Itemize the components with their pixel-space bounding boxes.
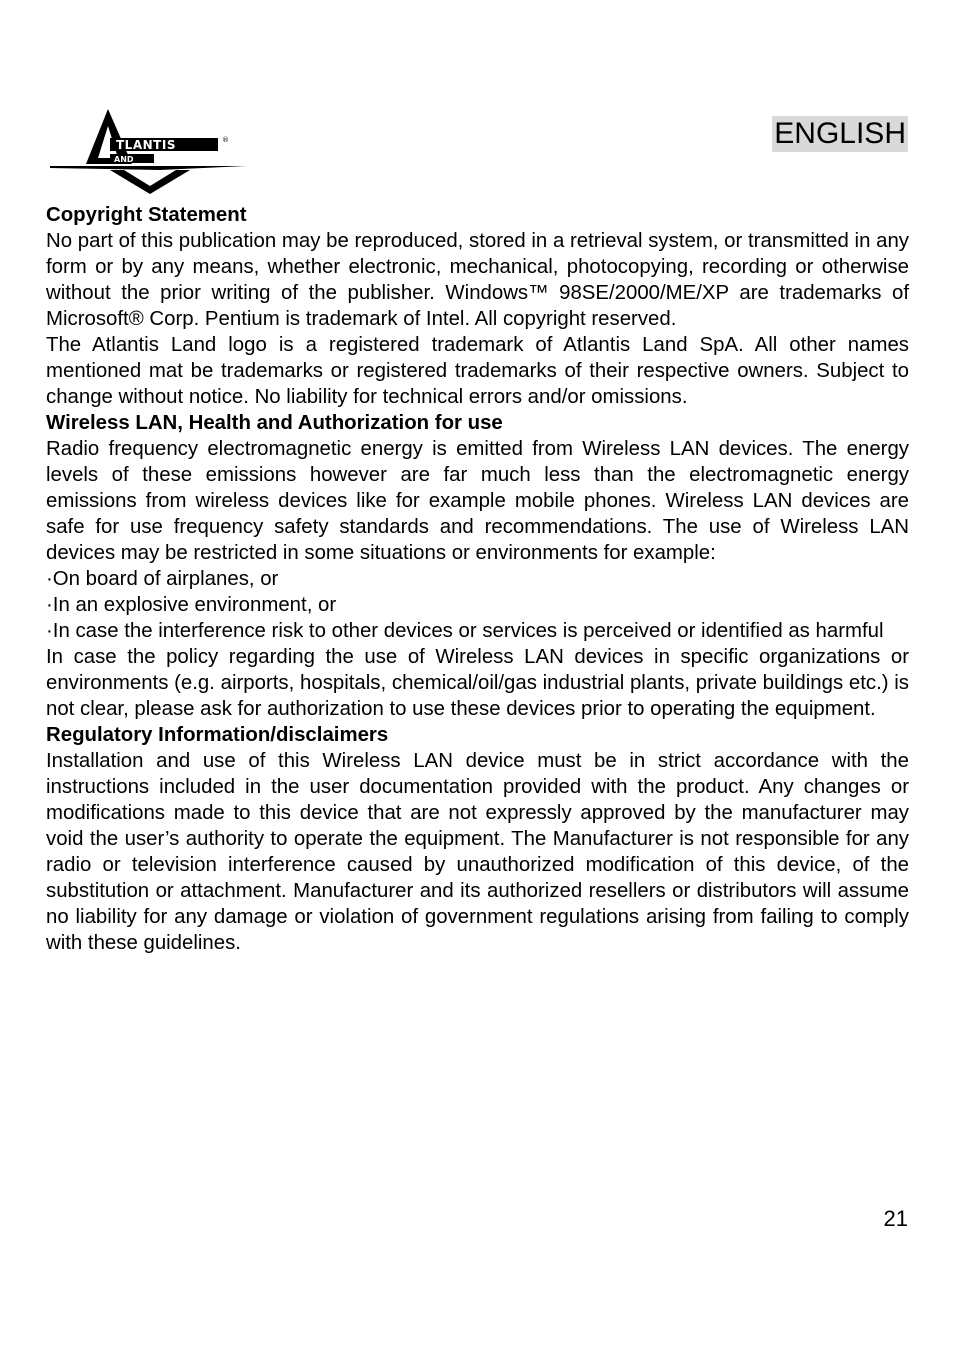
svg-text:®: ® [222,136,229,144]
logo-mark-icon [50,108,250,200]
svg-text:AND: AND [114,155,134,164]
list-item: ·In an explosive environment, or [46,594,337,616]
section-heading-copyright: Copyright Statement [46,204,247,226]
paragraph: Radio frequency electromagnetic energy is emitted from Wireless LAN devices. The energy levels of these emissions however are far much less than the electromagnetic energy emissions from wireless devices like for example mobile phones. Wireless LAN devices are safe for use frequency safety standards and recommendations. The use of Wireless LAN devices may be restricted in some situations or environments for example: [46,438,909,564]
language-badge: ENGLISH [774,117,906,150]
atlantis-land-logo [50,108,250,200]
section-heading-wireless-lan: Wireless LAN, Health and Authorization for use [46,412,503,434]
paragraph: In case the policy regarding the use of Wireless LAN devices in specific organizations or environments (e.g. airports, hospitals, chemical/oil/gas industrial plants, private buildings etc.) is not clear, please ask for authorization to use these devices prior to operating the equipment. [46,646,909,720]
list-item: ·In case the interference risk to other devices or services is perceived or identified as harmful [46,620,884,642]
section-heading-regulatory: Regulatory Information/disclaimers [46,724,389,746]
page-number: 21 [883,1206,908,1231]
paragraph: The Atlantis Land logo is a registered trademark of Atlantis Land SpA. All other names mentioned mat be trademarks or registered trademarks of their respective owners. Subject to change without notice. No liability for technical errors and/or omissions. [46,334,909,408]
list-item: ·On board of airplanes, or [46,568,279,590]
svg-text:TLANTIS: TLANTIS [116,138,176,152]
paragraph: Installation and use of this Wireless LAN device must be in strict accordance with the instructions included in the user documentation provided with the product. Any changes or modifications made to this device that are not expressly approved by the manufacturer may void the user’s authority to operate the equipment. The Manufacturer is not responsible for any radio or television interference caused by unauthorized modification of this device, of the substitution or attachment. Manufacturer and its authorized resellers or distributors will assume no liability for any damage or violation of government regulations arising from failing to comply with these guidelines. [46,750,909,954]
paragraph: No part of this publication may be reproduced, stored in a retrieval system, or transmitted in any form or by any means, whether electronic, mechanical, photocopying, recording or otherwise without the prior writing of the publisher. Windows™ 98SE/2000/ME/XP are trademarks of Microsoft® Corp. Pentium is trademark of Intel. All copyright reserved. [46,230,909,330]
document-body [46,202,909,956]
